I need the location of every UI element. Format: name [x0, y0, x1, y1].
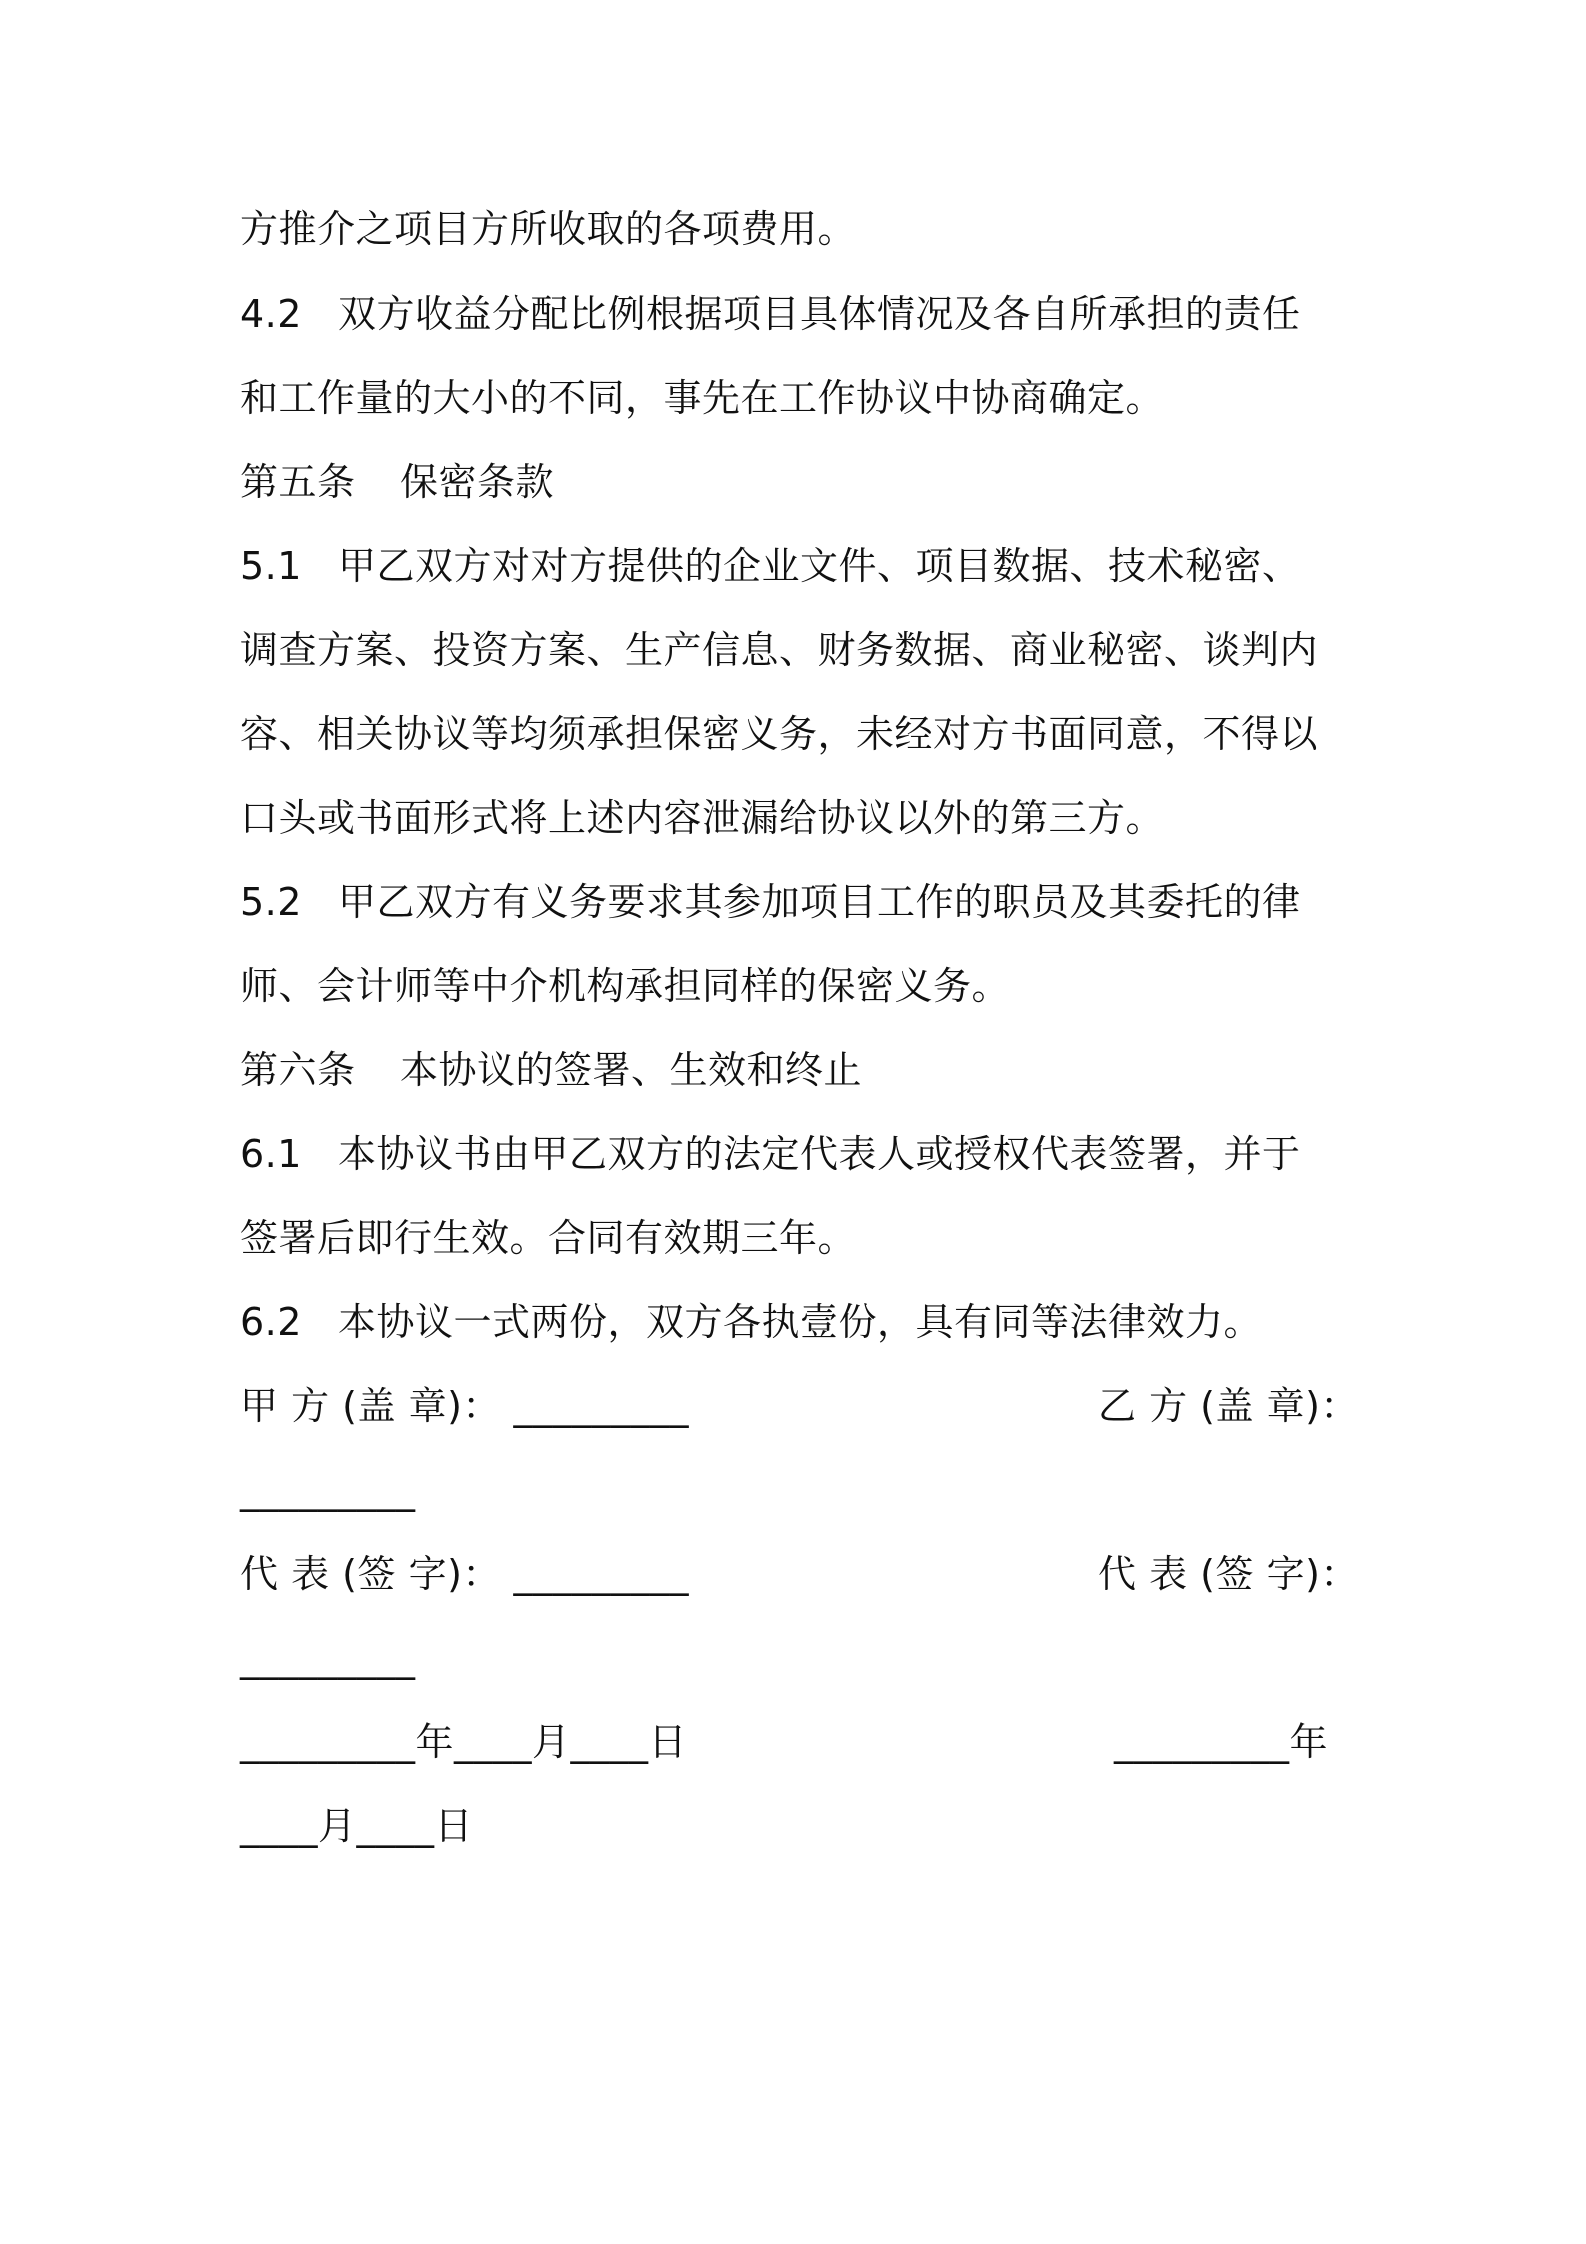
paragraph-line: [240, 962, 1010, 1010]
text: 师、会计师等中介机构承担同样的保密义务。: [240, 964, 1011, 1008]
text: 本协议书由甲乙双方的法定代表人或授权代表签署，并于: [338, 1132, 1301, 1176]
date-b-rest: ____月____日: [240, 1804, 474, 1848]
article-label: 第五条: [240, 460, 356, 504]
date-b-year: _________年: [1114, 1720, 1329, 1764]
text: 口头或书面形式将上述内容泄漏给协议以外的第三方。: [240, 796, 1165, 840]
date-a-line: [240, 1718, 687, 1766]
text: 本协议一式两份，双方各执壹份，具有同等法律效力。: [338, 1300, 1263, 1344]
text: 和工作量的大小的不同，事先在工作协议中协商确定。: [240, 376, 1165, 420]
party-a-seal-blank: _________: [513, 1384, 689, 1428]
party-b-seal-blank: _________: [240, 1468, 416, 1512]
paragraph-line: [240, 626, 1318, 674]
text: 方推介之项目方所收取的各项费用。: [240, 207, 857, 251]
rep-b-line: [1098, 1550, 1359, 1598]
text: 甲乙双方有义务要求其参加项目工作的职员及其委托的律: [338, 880, 1301, 924]
text: 容、相关协议等均须承担保密义务，未经对方书面同意，不得以: [240, 712, 1319, 756]
rep-a-blank: _________: [513, 1552, 689, 1596]
party-a-seal-label: 甲 方 (盖 章)：: [240, 1384, 501, 1428]
article-title: 本协议的签署、生效和终止: [400, 1048, 863, 1092]
article-6-heading: [240, 1046, 862, 1094]
article-label: 第六条: [240, 1048, 356, 1092]
date-b-year-line: [1114, 1718, 1328, 1766]
party-b-seal-line: [1098, 1382, 1359, 1430]
paragraph-line: [240, 374, 1164, 422]
text: 双方收益分配比例根据项目具体情况及各自所承担的责任: [338, 292, 1301, 336]
paragraph-line: [240, 205, 856, 253]
text: 甲乙双方对对方提供的企业文件、项目数据、技术秘密、: [338, 544, 1301, 588]
text: 调查方案、投资方案、生产信息、财务数据、商业秘密、谈判内: [240, 628, 1319, 672]
rep-b-blank: _________: [240, 1636, 416, 1680]
party-a-seal-line: [240, 1382, 689, 1430]
article-5-heading: [240, 458, 554, 506]
rep-a-line: [240, 1550, 689, 1598]
clause-6-2: [240, 1298, 1262, 1346]
clause-number: 5.2: [240, 880, 302, 924]
clause-number: 4.2: [240, 292, 302, 336]
clause-5-1: [240, 542, 1301, 590]
paragraph-line: [240, 710, 1318, 758]
paragraph-line: [240, 794, 1164, 842]
clause-5-2: [240, 878, 1301, 926]
party-b-seal-label: 乙 方 (盖 章)：: [1098, 1384, 1359, 1428]
clause-number: 5.1: [240, 544, 302, 588]
rep-a-label: 代 表 (签 字)：: [240, 1552, 501, 1596]
paragraph-line: [240, 1214, 856, 1262]
rep-b-blank-line: [240, 1634, 416, 1682]
rep-b-label: 代 表 (签 字)：: [1098, 1552, 1359, 1596]
date-a: _________年____月____日: [240, 1720, 688, 1764]
date-b-rest-line: [240, 1802, 473, 1850]
clause-6-1: [240, 1130, 1301, 1178]
article-title: 保密条款: [400, 460, 555, 504]
party-b-seal-blank-line: [240, 1466, 416, 1514]
clause-4-2: [240, 290, 1301, 338]
clause-number: 6.1: [240, 1132, 302, 1176]
text: 签署后即行生效。合同有效期三年。: [240, 1216, 857, 1260]
clause-number: 6.2: [240, 1300, 302, 1344]
